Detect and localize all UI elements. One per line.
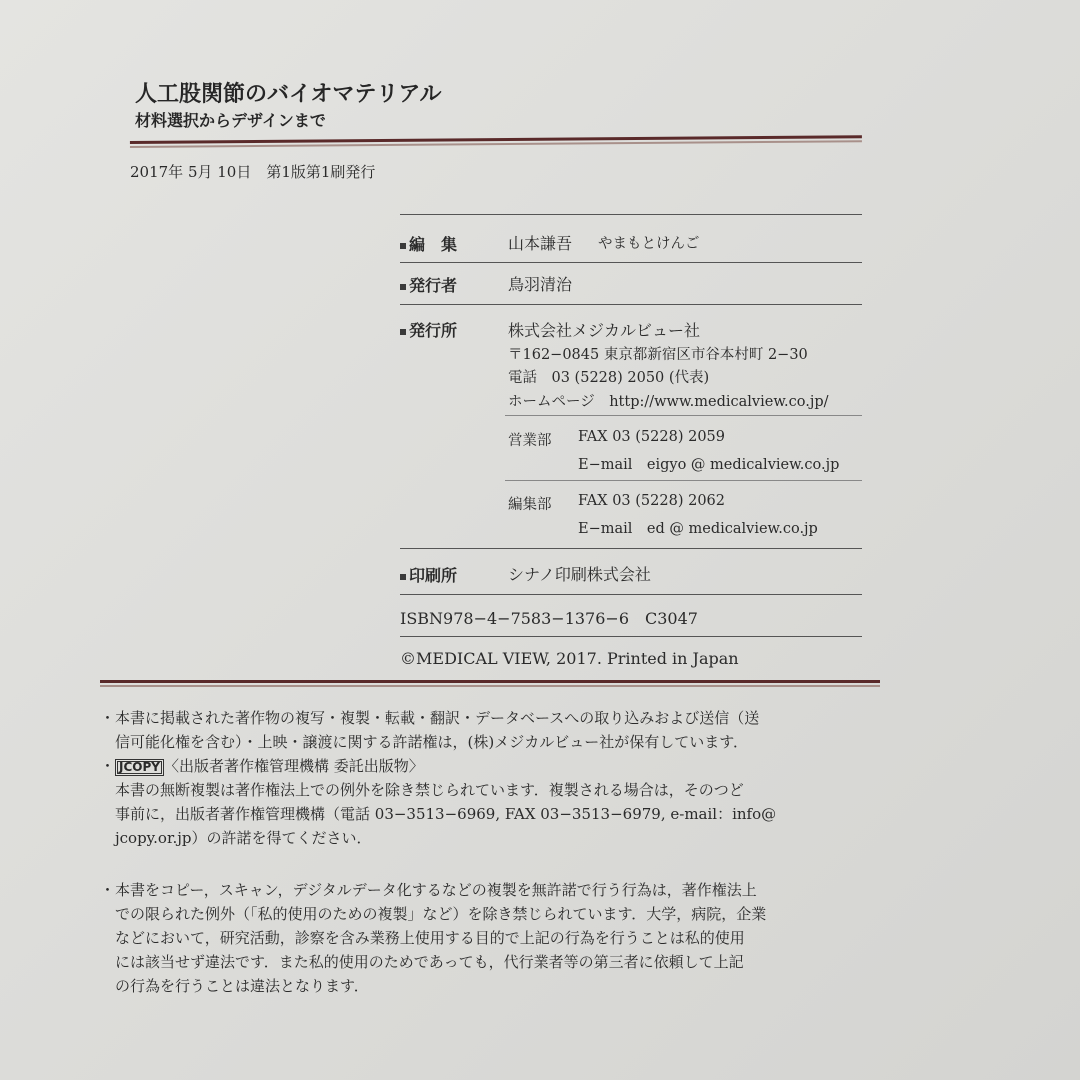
divider bbox=[400, 636, 862, 637]
editor-label: 編 集 bbox=[409, 235, 458, 254]
printer-name: シナノ印刷株式会社 bbox=[508, 565, 651, 584]
notice-line: の行為を行うことは違法となります． bbox=[100, 977, 369, 995]
bullet: ・ bbox=[100, 757, 116, 775]
notice-copying bbox=[100, 878, 766, 998]
bullet-square-icon bbox=[400, 284, 406, 290]
isbn: ISBN978−4−7583−1376−6 C3047 bbox=[400, 609, 698, 628]
editorial-fax: FAX 03 (5228) 2062 bbox=[578, 493, 725, 509]
editor-name: 山本謙吾 bbox=[508, 234, 573, 253]
editorial-email: E−mail ed @ medicalview.co.jp bbox=[578, 521, 818, 537]
notice-line: での限られた例外（「私的使用のための複製」など）を除き禁じられています．大学，病院，企業 bbox=[100, 905, 767, 923]
notice-line: 本書の無断複製は著作権法上での例外を除き禁じられています．複製される場合は，そのつど bbox=[100, 781, 744, 799]
publisher-label: 発行所 bbox=[409, 321, 458, 340]
publisher-person-row bbox=[400, 273, 457, 296]
notice-line: 信可能化権を含む）・上映・譲渡に関する許諾権は，(株)メジカルビュー社が保有しています． bbox=[100, 733, 749, 751]
book-title: 人工股関節のバイオマテリアル bbox=[135, 82, 442, 107]
publisher-name: 株式会社メジカルビュー社 bbox=[508, 321, 701, 340]
sales-label: 営業部 bbox=[508, 433, 552, 449]
jcopy-heading bbox=[100, 754, 776, 778]
divider bbox=[400, 304, 862, 305]
jcopy-logo: JCOPY bbox=[115, 759, 164, 776]
notice-line: ・本書をコピー，スキャン，デジタルデータ化するなどの複製を無許諾で行う行為は，著作権法上 bbox=[100, 881, 757, 899]
notice-divider bbox=[100, 680, 880, 688]
publisher-person: 鳥羽清治 bbox=[508, 275, 573, 294]
publisher-row bbox=[400, 318, 457, 341]
address: 〒162−0845 東京都新宿区市谷本村町 2−30 bbox=[508, 347, 808, 363]
notice-rights bbox=[100, 706, 776, 850]
divider bbox=[505, 415, 862, 416]
divider bbox=[400, 594, 862, 595]
homepage: ホームページ http://www.medicalview.co.jp/ bbox=[508, 394, 829, 410]
phone: 電話 03 (5228) 2050 (代表) bbox=[508, 370, 710, 386]
sales-fax: FAX 03 (5228) 2059 bbox=[578, 429, 725, 445]
publisher-person-label: 発行者 bbox=[409, 276, 458, 295]
editor-reading: やまもとけんご bbox=[598, 236, 700, 252]
notice-line: ・本書に掲載された著作物の複写・複製・転載・翻訳・データベースへの取り込みおよび送信（送 bbox=[100, 709, 760, 727]
notice-line: などにおいて，研究活動，診察を含み業務上使用する目的で上記の行為を行うことは私的使用 bbox=[100, 929, 745, 947]
bullet-square-icon bbox=[400, 329, 406, 335]
divider bbox=[400, 548, 862, 549]
notice-line: には該当せず違法です．また私的使用のためであっても，代行業者等の第三者に依頼して上記 bbox=[100, 953, 744, 971]
book-subtitle: 材料選択からデザインまで bbox=[135, 111, 326, 130]
printer-row bbox=[400, 563, 457, 586]
copyright: ©MEDICAL VIEW, 2017. Printed in Japan bbox=[400, 649, 739, 668]
divider bbox=[400, 262, 862, 263]
editor-row bbox=[400, 232, 457, 255]
divider bbox=[505, 480, 862, 481]
notice-line: 事前に，出版者著作権管理機構（電話 03−3513−6969, FAX 03−3513−6979, e-mail：info@ bbox=[100, 805, 777, 823]
bullet-square-icon bbox=[400, 243, 406, 249]
divider bbox=[400, 214, 862, 215]
edition-date: 2017年 5月 10日 第1版第1刷発行 bbox=[130, 163, 376, 181]
notice-line: jcopy.or.jp）の許諾を得てください． bbox=[100, 829, 372, 847]
sales-email: E−mail eigyo @ medicalview.co.jp bbox=[578, 457, 840, 473]
bullet-square-icon bbox=[400, 574, 406, 580]
editorial-label: 編集部 bbox=[508, 497, 552, 513]
jcopy-heading-text: 〈出版者著作権管理機構 委託出版物〉 bbox=[163, 757, 424, 775]
printer-label: 印刷所 bbox=[409, 566, 458, 585]
title-divider bbox=[130, 135, 862, 151]
